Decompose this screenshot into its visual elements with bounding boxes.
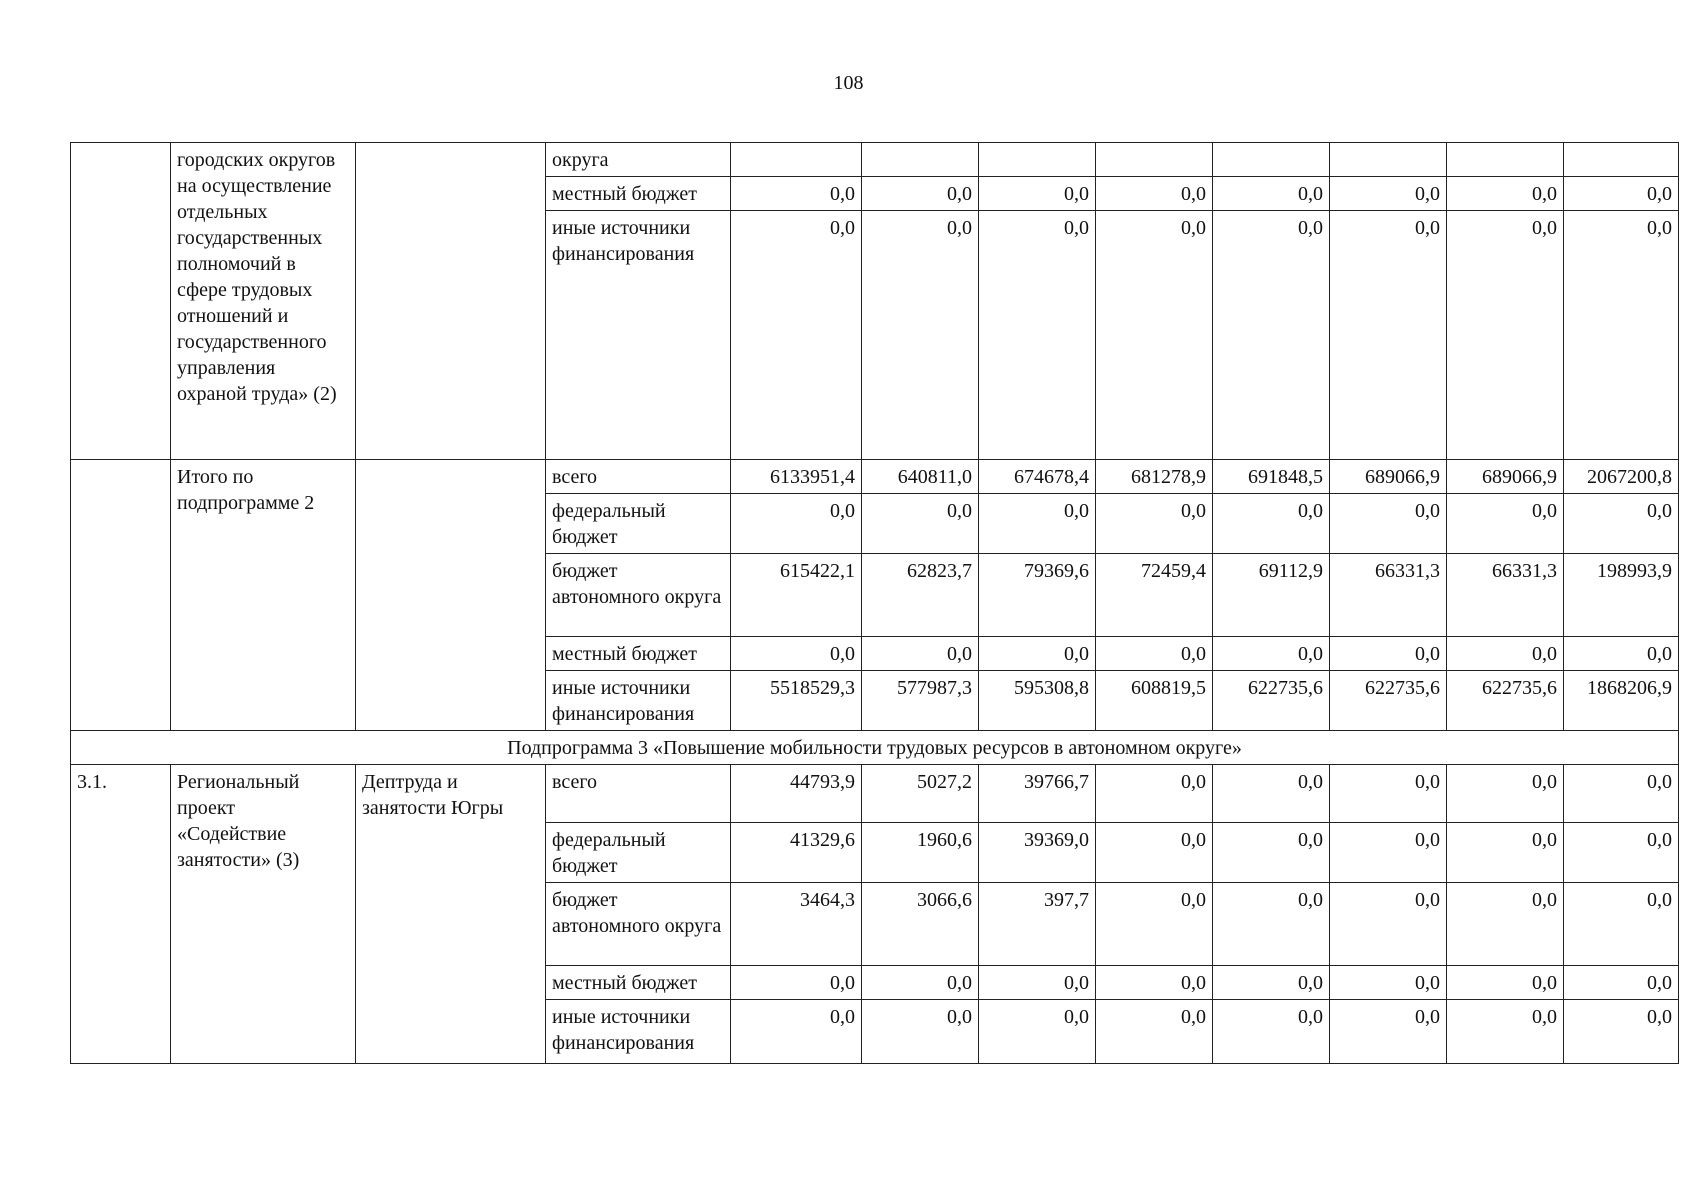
value-cell: 0,0 [731, 494, 862, 554]
value-cell: 0,0 [1447, 177, 1564, 211]
value-cell: 0,0 [1447, 823, 1564, 883]
funding-source-cell: федеральный бюджет [546, 823, 731, 883]
value-cell: 689066,9 [1447, 460, 1564, 494]
value-cell: 0,0 [1096, 823, 1213, 883]
value-cell: 3464,3 [731, 883, 862, 966]
value-cell: 39369,0 [979, 823, 1096, 883]
value-cell: 0,0 [979, 637, 1096, 671]
value-cell: 0,0 [1096, 637, 1213, 671]
page-number: 108 [833, 72, 864, 94]
funding-source-cell: всего [546, 765, 731, 823]
measure-name-cell: городских округов на осуществление отдельных государственных полномочий в сфере трудовых отношений и государственного управления охраной труда» (2) [171, 143, 356, 460]
value-cell: 0,0 [1564, 823, 1679, 883]
value-cell: 44793,9 [731, 765, 862, 823]
value-cell: 615422,1 [731, 554, 862, 637]
value-cell: 0,0 [1096, 765, 1213, 823]
value-cell: 0,0 [862, 966, 979, 1000]
value-cell: 0,0 [1564, 883, 1679, 966]
value-cell: 0,0 [1096, 494, 1213, 554]
value-cell: 2067200,8 [1564, 460, 1679, 494]
table-body [71, 143, 1679, 1064]
value-cell: 608819,5 [1096, 671, 1213, 731]
funding-source-cell: иные источники финансирования [546, 211, 731, 460]
value-cell: 622735,6 [1213, 671, 1330, 731]
value-cell: 0,0 [979, 494, 1096, 554]
value-cell: 0,0 [862, 637, 979, 671]
value-cell [862, 143, 979, 177]
value-cell: 1868206,9 [1564, 671, 1679, 731]
value-cell: 595308,8 [979, 671, 1096, 731]
value-cell: 681278,9 [1096, 460, 1213, 494]
value-cell: 0,0 [1213, 883, 1330, 966]
value-cell: 79369,6 [979, 554, 1096, 637]
value-cell: 0,0 [1564, 966, 1679, 1000]
value-cell: 577987,3 [862, 671, 979, 731]
value-cell: 0,0 [1213, 765, 1330, 823]
value-cell: 0,0 [1213, 211, 1330, 460]
value-cell: 1960,6 [862, 823, 979, 883]
funding-source-cell: округа [546, 143, 731, 177]
funding-source-cell: бюджет автономного округа [546, 883, 731, 966]
value-cell: 0,0 [1447, 883, 1564, 966]
value-cell: 0,0 [1330, 823, 1447, 883]
value-cell: 397,7 [979, 883, 1096, 966]
value-cell: 0,0 [1447, 966, 1564, 1000]
value-cell: 0,0 [1564, 494, 1679, 554]
funding-source-cell: местный бюджет [546, 966, 731, 1000]
value-cell: 0,0 [1096, 883, 1213, 966]
value-cell [731, 143, 862, 177]
value-cell: 0,0 [731, 966, 862, 1000]
executor-cell: Дептруда и занятости Югры [356, 765, 546, 1064]
value-cell: 0,0 [862, 177, 979, 211]
financing-table [70, 142, 1679, 1064]
value-cell: 0,0 [979, 211, 1096, 460]
value-cell: 5027,2 [862, 765, 979, 823]
value-cell: 198993,9 [1564, 554, 1679, 637]
value-cell: 0,0 [1564, 765, 1679, 823]
value-cell: 0,0 [1330, 883, 1447, 966]
value-cell: 39766,7 [979, 765, 1096, 823]
value-cell: 0,0 [1096, 1000, 1213, 1064]
value-cell: 691848,5 [1213, 460, 1330, 494]
value-cell: 0,0 [862, 494, 979, 554]
value-cell: 0,0 [1330, 966, 1447, 1000]
value-cell: 0,0 [1213, 1000, 1330, 1064]
value-cell: 0,0 [862, 211, 979, 460]
table-row [71, 460, 1679, 494]
section-row [71, 731, 1679, 765]
value-cell [1213, 143, 1330, 177]
funding-source-cell: иные источники финансирования [546, 1000, 731, 1064]
value-cell: 0,0 [731, 637, 862, 671]
executor-cell [356, 143, 546, 460]
value-cell: 0,0 [1447, 765, 1564, 823]
value-cell: 0,0 [1213, 966, 1330, 1000]
value-cell: 6133951,4 [731, 460, 862, 494]
value-cell: 0,0 [1213, 637, 1330, 671]
value-cell: 0,0 [1330, 211, 1447, 460]
value-cell: 0,0 [731, 1000, 862, 1064]
value-cell: 0,0 [1096, 966, 1213, 1000]
number-cell [71, 460, 171, 731]
value-cell [1447, 143, 1564, 177]
value-cell: 0,0 [1213, 177, 1330, 211]
value-cell: 0,0 [1330, 637, 1447, 671]
value-cell: 66331,3 [1447, 554, 1564, 637]
value-cell: 0,0 [1096, 177, 1213, 211]
value-cell [1564, 143, 1679, 177]
value-cell: 0,0 [1096, 211, 1213, 460]
value-cell: 640811,0 [862, 460, 979, 494]
value-cell [1096, 143, 1213, 177]
funding-source-cell: всего [546, 460, 731, 494]
value-cell: 0,0 [1447, 637, 1564, 671]
value-cell: 66331,3 [1330, 554, 1447, 637]
value-cell: 674678,4 [979, 460, 1096, 494]
value-cell: 0,0 [1564, 211, 1679, 460]
table-row [71, 765, 1679, 823]
value-cell: 689066,9 [1330, 460, 1447, 494]
executor-cell [356, 460, 546, 731]
value-cell: 0,0 [1447, 494, 1564, 554]
measure-name-cell: Региональный проект «Содействие занятости» (3) [171, 765, 356, 1064]
funding-source-cell: бюджет автономного округа [546, 554, 731, 637]
value-cell: 0,0 [1330, 494, 1447, 554]
funding-source-cell: иные источники финансирования [546, 671, 731, 731]
value-cell: 0,0 [1564, 637, 1679, 671]
value-cell: 0,0 [1330, 177, 1447, 211]
value-cell: 69112,9 [1213, 554, 1330, 637]
number-cell [71, 143, 171, 460]
value-cell: 0,0 [1447, 1000, 1564, 1064]
value-cell: 0,0 [862, 1000, 979, 1064]
value-cell: 0,0 [1564, 1000, 1679, 1064]
value-cell: 0,0 [979, 177, 1096, 211]
value-cell: 0,0 [979, 1000, 1096, 1064]
funding-source-cell: местный бюджет [546, 177, 731, 211]
value-cell: 0,0 [1213, 823, 1330, 883]
value-cell: 0,0 [1447, 211, 1564, 460]
value-cell: 41329,6 [731, 823, 862, 883]
value-cell: 0,0 [731, 211, 862, 460]
value-cell: 0,0 [1564, 177, 1679, 211]
value-cell [979, 143, 1096, 177]
measure-name-cell: Итого по подпрограмме 2 [171, 460, 356, 731]
value-cell [1330, 143, 1447, 177]
number-cell: 3.1. [71, 765, 171, 1064]
value-cell: 0,0 [979, 966, 1096, 1000]
value-cell: 622735,6 [1330, 671, 1447, 731]
value-cell: 622735,6 [1447, 671, 1564, 731]
value-cell: 0,0 [1213, 494, 1330, 554]
funding-source-cell: местный бюджет [546, 637, 731, 671]
subprogram-title: Подпрограмма 3 «Повышение мобильности трудовых ресурсов в автономном округе» [71, 731, 1679, 765]
value-cell: 0,0 [731, 177, 862, 211]
value-cell: 0,0 [1330, 765, 1447, 823]
value-cell: 72459,4 [1096, 554, 1213, 637]
value-cell: 0,0 [1330, 1000, 1447, 1064]
value-cell: 3066,6 [862, 883, 979, 966]
value-cell: 62823,7 [862, 554, 979, 637]
table-row [71, 143, 1679, 177]
value-cell: 5518529,3 [731, 671, 862, 731]
funding-source-cell: федеральный бюджет [546, 494, 731, 554]
